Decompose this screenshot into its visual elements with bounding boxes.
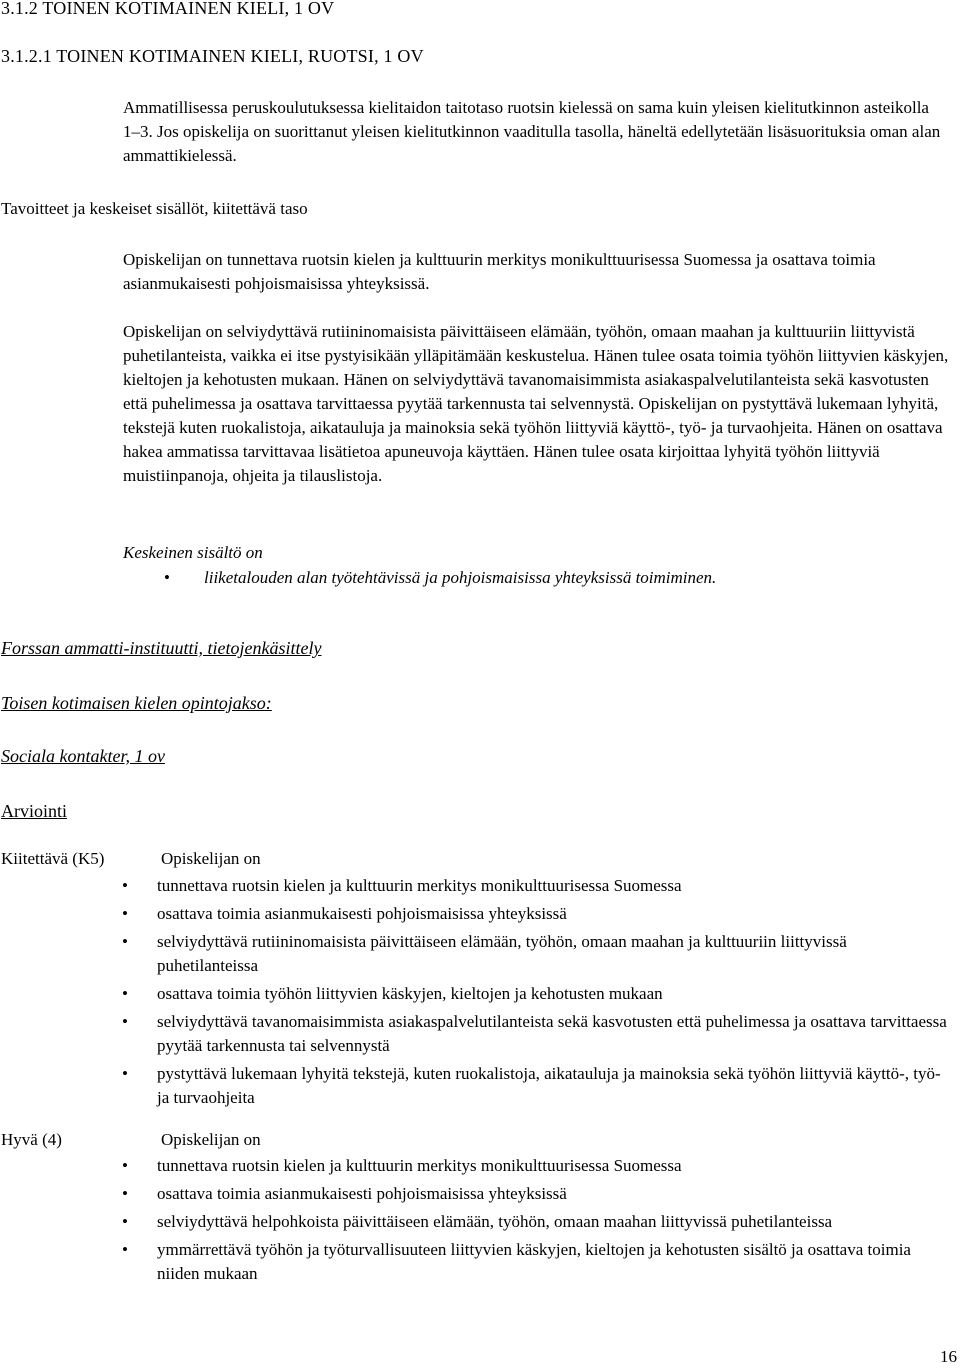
list-item-text: ymmärrettävä työhön ja työturvallisuuteen liittyvien käskyjen, kieltojen ja kehotusten sisältö ja osattava toimia niiden mukaan [157, 1240, 911, 1283]
grade-criteria-list-4 [0, 1154, 952, 1290]
list-item-text: osattava toimia asianmukaisesti pohjoismaisissa yhteyksissä [157, 904, 567, 923]
goals-paragraph-1: Opiskelijan on tunnettava ruotsin kielen ja kulttuurin merkitys monikulttuurisessa Suomessa ja osattava toimia asianmukaisesti pohjoismaisissa yhteyksissä. [123, 250, 876, 293]
bullet-icon: • [122, 1156, 128, 1175]
bullet-icon: • [122, 904, 128, 923]
goals-paragraph-2: Opiskelijan on selviydyttävä rutiininomaisista päivittäiseen elämään, työhön, omaan maahan ja kulttuuriin liittyvistä puhetilanteista, vaikka ei itse pystyisikään ylläpitämään keskustelua. Hänen tulee osata toimia työhön liittyvien käskyjen, kieltojen ja kehotusten mukaan. Hänen on selviydyttävä tavanomaisimmista asiakaspalvelutilanteista sekä kasvotusten että puhelimessa ja osattava tarvittaessa pyytää tarkennusta tai selvennystä. Opiskelijan on pystyttävä lukemaan lyhyitä, tekstejä kuten ruokalistoja, aikatauluja ja mainoksia sekä työhön liittyviä käyttö-, työ- ja turvaohjeita. Hänen on osattava hakea ammatissa tarvittavaa lisätietoa apuneuvoja käyttäen. Hänen tulee osata kirjoittaa lyhyitä työhön liittyviä muistiinpanoja, ohjeita ja tilauslistoja. [123, 322, 949, 485]
list-item [0, 930, 952, 978]
bullet-icon: • [122, 1064, 128, 1083]
bullet-icon: • [164, 568, 170, 587]
institute-heading: Forssan ammatti-instituutti, tietojenkäsittely [1, 638, 322, 658]
bullet-icon: • [122, 876, 128, 895]
grade-intro-4: Opiskelijan on [161, 1130, 261, 1149]
list-item [0, 1010, 952, 1058]
bullet-icon: • [122, 1184, 128, 1203]
list-item-text: tunnettava ruotsin kielen ja kulttuurin merkitys monikulttuurisessa Suomessa [157, 1156, 682, 1175]
list-item [0, 1154, 952, 1178]
course-name-heading: Sociala kontakter, 1 ov [1, 746, 165, 766]
grade-label-4: Hyvä (4) [1, 1130, 62, 1149]
assessment-heading: Arviointi [1, 801, 67, 821]
section-heading-3-1-2-1: 3.1.2.1 TOINEN KOTIMAINEN KIELI, RUOTSI, 1 OV [1, 46, 424, 66]
list-item [0, 1182, 952, 1206]
list-item-text: selviydyttävä tavanomaisimmista asiakaspalvelutilanteista sekä kasvotusten että puhelimessa ja osattava tarvittaessa pyytää tarkennusta tai selvennystä [157, 1012, 947, 1055]
intro-paragraph: Ammatillisessa peruskoulutuksessa kielitaidon taitotaso ruotsin kielessä on sama kuin yleisen kielitutkinnon asteikolla 1–3. Jos opiskelija on suorittanut yleisen kielitutkinnon vaaditulla tasolla, häneltä edellytetään lisäsuorituksia oman alan ammattikielessä. [123, 98, 941, 165]
list-item [0, 902, 952, 926]
list-item [0, 874, 952, 898]
list-item [0, 1062, 952, 1110]
core-content-title: Keskeinen sisältö on [123, 543, 263, 562]
grade-criteria-list-k5 [0, 874, 952, 1114]
list-item [0, 982, 952, 1006]
list-item [0, 1238, 952, 1286]
bullet-icon: • [122, 1240, 128, 1259]
section-heading-3-1-2: 3.1.2 TOINEN KOTIMAINEN KIELI, 1 OV [1, 0, 335, 18]
list-item-text: pystyttävä lukemaan lyhyitä tekstejä, kuten ruokalistoja, aikatauluja ja mainoksia sekä työhön liittyviä käyttö-, työ- ja turvaohjeita [157, 1064, 941, 1107]
bullet-icon: • [122, 932, 128, 951]
bullet-icon: • [122, 984, 128, 1003]
page-number: 16 [940, 1347, 957, 1366]
bullet-icon: • [122, 1212, 128, 1231]
list-item-text: osattava toimia asianmukaisesti pohjoismaisissa yhteyksissä [157, 1184, 567, 1203]
list-item-text: tunnettava ruotsin kielen ja kulttuurin merkitys monikulttuurisessa Suomessa [157, 876, 682, 895]
course-heading: Toisen kotimaisen kielen opintojakso: [1, 693, 272, 713]
goals-label: Tavoitteet ja keskeiset sisällöt, kiitettävä taso [1, 199, 308, 218]
list-item [0, 1210, 952, 1234]
list-item-text: selviydyttävä rutiininomaisista päivittäiseen elämään, työhön, omaan maahan ja kulttuuriin liittyvissä puhetilanteissa [157, 932, 847, 975]
list-item-text: selviydyttävä helpohkoista päivittäiseen elämään, työhön, omaan maahan liittyvissä puhetilanteissa [157, 1212, 833, 1231]
core-content-item: liiketalouden alan työtehtävissä ja pohjoismaisissa yhteyksissä toimiminen. [204, 568, 717, 587]
grade-intro-k5: Opiskelijan on [161, 849, 261, 868]
grade-label-k5: Kiitettävä (K5) [1, 849, 105, 868]
bullet-icon: • [122, 1012, 128, 1031]
list-item-text: osattava toimia työhön liittyvien käskyjen, kieltojen ja kehotusten mukaan [157, 984, 663, 1003]
